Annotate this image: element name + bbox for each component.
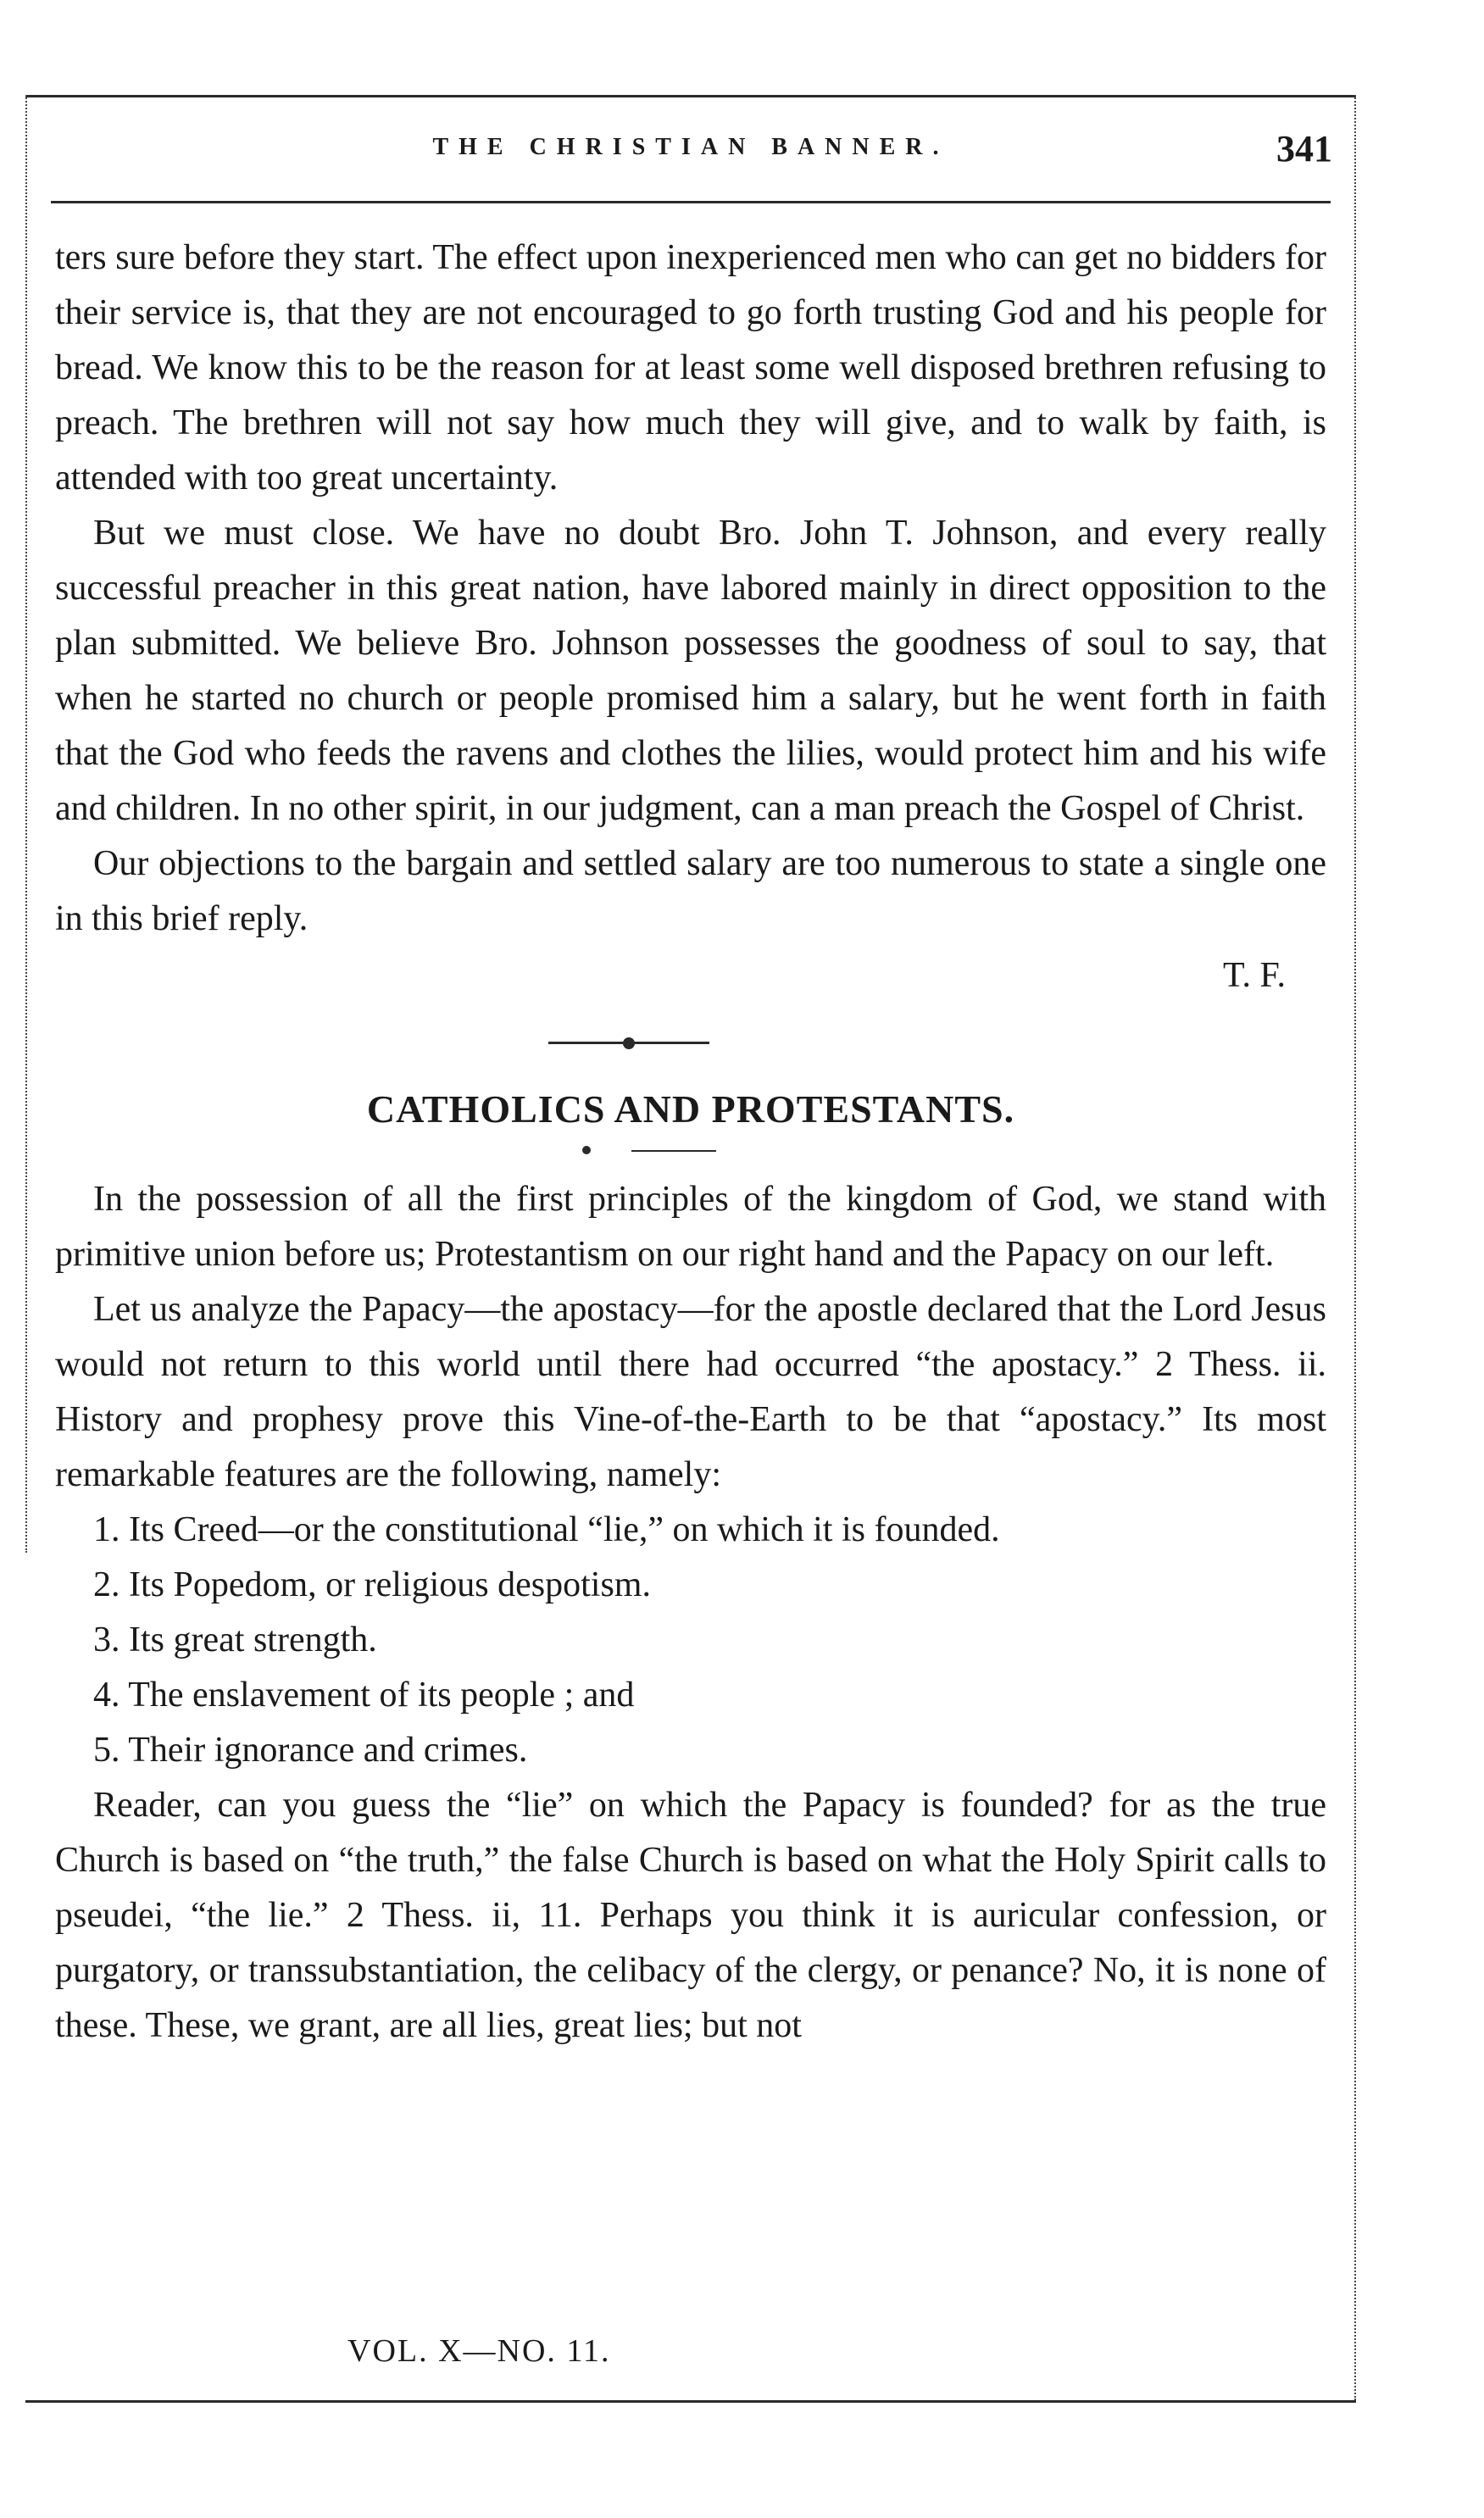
paragraph: Reader, can you guess the “lie” on which the Papacy is founded? for as the true Church is based on “the truth,” the false Church is based on what the Holy Spirit calls to pseudei, “the lie.” 2 Thess. ii, 11. Perhaps you think it is auricular confession, or purgatory, or transsubstantiation, the celibacy of the clergy, or penance? No, it is none of these. These, we grant, are all lies, great lies; but not (55, 1786, 1326, 2045)
list-item: 1. Its Creed—or the constitutional “lie,” on which it is founded. (93, 1510, 1000, 1549)
divider-dot (623, 1037, 635, 1049)
underline-dot (582, 1146, 591, 1154)
underline-line (631, 1150, 716, 1152)
page-number: 341 (1276, 128, 1332, 170)
paragraph: ters sure before they start. The effect upon inexperienced men who can get no bidders for their service is, that they are not encouraged to go forth trusting God and his people for bread. We know this to be the reason for at least some well disposed brethren refusing to preach. The brethren will not say how much they will give, and to walk by faith, is attended with too great uncertainty. (55, 238, 1326, 497)
list-item: 3. Its great strength. (93, 1620, 377, 1659)
body-text (55, 231, 1326, 2054)
page-border-right (1354, 95, 1356, 2400)
section-divider (55, 1004, 1326, 1081)
list-item: 5. Their ignorance and crimes. (93, 1731, 528, 1770)
page-border-left (25, 95, 27, 1553)
paragraph: But we must close. We have no doubt Bro. John T. Johnson, and every really successful preacher in this great nation, have labored mainly in direct opposition to the plan submitted. We believe Bro. Johnson possesses the goodness of soul to say, that when he started no church or people promised him a salary, but he went forth in faith that the God who feeds the ravens and clothes the lilies, would protect him and his wife and children. In no other spirit, in our judgment, can a man preach the Gospel of Christ. (55, 514, 1326, 828)
running-title: THE CHRISTIAN BANNER. (432, 134, 949, 160)
paragraph: Our objections to the bargain and settled salary are too numerous to state a single one in this brief reply. (55, 844, 1326, 938)
title-underline (55, 1138, 1326, 1172)
paragraph: In the possession of all the first principles of the kingdom of God, we stand with primitive union before us; Protestantism on our right hand and the Papacy on our left. (55, 1180, 1326, 1274)
list-item: 2. Its Popedom, or religious despotism. (93, 1565, 651, 1604)
paragraph: Let us analyze the Papacy—the apostacy—for the apostle declared that the Lord Jesus would not return to this world until there had occurred “the apostacy.” 2 Thess. ii. History and prophesy prove this Vine-of-the-Earth to be that “apostacy.” Its most remarkable features are the following, namely: (55, 1290, 1326, 1494)
section-title: CATHOLICS AND PROTESTANTS. (366, 1087, 1015, 1131)
page (25, 95, 1356, 2400)
volume-footer: VOL. X—NO. 11. (347, 2333, 611, 2369)
author-signature: T. F. (1222, 956, 1286, 995)
list-item: 4. The enslavement of its people ; and (93, 1676, 635, 1715)
header-rule (51, 201, 1331, 203)
page-border-top (25, 95, 1356, 97)
features-list (55, 1503, 1326, 1778)
running-head (25, 127, 1356, 178)
page-border-bottom (25, 2400, 1356, 2403)
